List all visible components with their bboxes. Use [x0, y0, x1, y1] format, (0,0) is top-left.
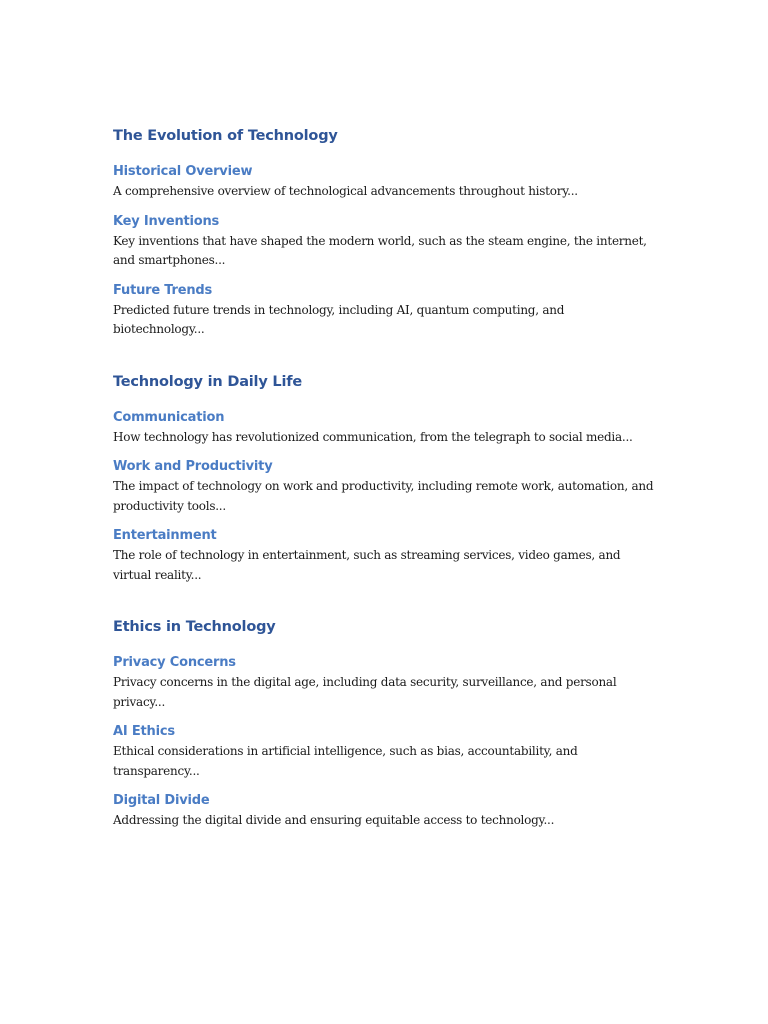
subsection-text: The role of technology in entertainment, such as streaming services, video games, and virtual reality... [113, 548, 621, 582]
section-technology-in-daily-life [113, 370, 658, 586]
subsection-text: A comprehensive overview of technological advancements throughout history... [113, 184, 578, 198]
subsection-title: Historical Overview [113, 164, 253, 179]
subsection-title: AI Ethics [113, 724, 175, 739]
subsection-title: Work and Productivity [113, 459, 273, 474]
subsection-title: Privacy Concerns [113, 655, 236, 670]
subsection-title: Entertainment [113, 528, 217, 543]
subsection-ai-ethics [113, 721, 658, 781]
subsection-text: Key inventions that have shaped the modern world, such as the steam engine, the internet, and smartphones... [113, 233, 647, 267]
subsection-text: Addressing the digital divide and ensuring equitable access to technology... [113, 813, 555, 827]
subsection-text: Ethical considerations in artificial intelligence, such as bias, accountability, and transparency... [113, 744, 578, 778]
subsection-text: The impact of technology on work and productivity, including remote work, automation, and productivity tools... [113, 479, 654, 513]
subsection-title: Communication [113, 409, 225, 425]
section-title: Technology in Daily Life [113, 373, 302, 390]
subsection-title: Future Trends [113, 282, 213, 298]
subsection-text: Privacy concerns in the digital age, including data security, surveillance, and personal privacy... [113, 675, 617, 709]
subsection-historical-overview [113, 161, 658, 202]
subsection-work-and-productivity [113, 456, 658, 516]
subsection-text: Predicted future trends in technology, including AI, quantum computing, and biotechnology... [113, 302, 565, 336]
subsection-entertainment [113, 525, 658, 585]
section-ethics-in-technology [113, 615, 658, 831]
subsection-key-inventions [113, 211, 658, 271]
subsection-communication [113, 407, 658, 448]
section-evolution-of-technology [113, 124, 658, 340]
document-page [113, 124, 658, 831]
section-title: The Evolution of Technology [113, 128, 338, 144]
subsection-privacy-concerns [113, 652, 658, 712]
subsection-text: How technology has revolutionized communication, from the telegraph to social media... [113, 429, 633, 444]
subsection-title: Digital Divide [113, 793, 210, 808]
subsection-title: Key Inventions [113, 213, 220, 229]
subsection-digital-divide [113, 790, 658, 831]
section-title: Ethics in Technology [113, 619, 276, 635]
subsection-future-trends [113, 280, 658, 340]
